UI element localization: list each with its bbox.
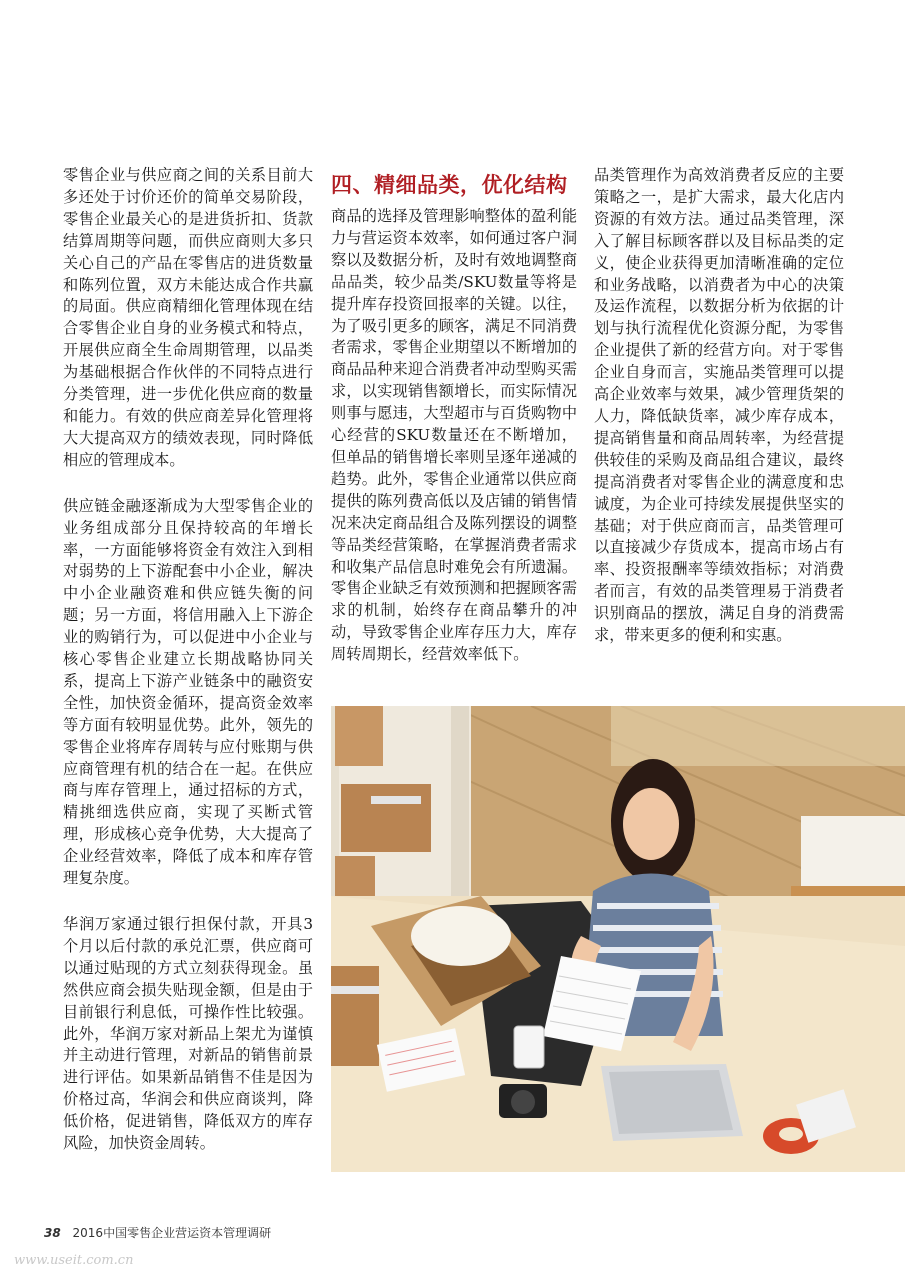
- column-right: [594, 165, 844, 671]
- page-footer: [44, 1224, 271, 1241]
- column-middle: [331, 165, 577, 690]
- watermark: www.useit.com.cn: [14, 1253, 134, 1268]
- office-photo: [331, 706, 905, 1172]
- paragraph: 商品的选择及管理影响整体的盈利能力与营运资本效率，如何通过客户洞察以及数据分析，及时有效地调整商品品类，较少品类/SKU数量等将是提升库存投资回报率的关键。以往，为了吸引更多的顾客，满足不同消费者需求，零售企业期望以不断增加的商品品种来迎合消费者冲动型购买需求，以实现销售额增长，而实际情况则事与愿违，大型超市与百货购物中心经营的SKU数量还在不断增加，但单品的销售增长率则呈逐年递减的趋势。此外，零售企业通常以供应商提供的陈列费高低以及店铺的销售情况来决定商品组合及陈列摆设的调整等品类经营策略，在掌握消费者需求和收集产品信息时难免会有所遗漏。零售企业缺乏有效预测和把握顾客需求的机制，始终存在商品攀升的冲动，导致零售企业库存压力大，库存周转周期长，经营效率低下。: [331, 207, 577, 664]
- section-heading: 四、精细品类，优化结构: [331, 173, 568, 197]
- column-left: [63, 165, 313, 1179]
- publication-title: 2016中国零售企业营运资本管理调研: [72, 1226, 272, 1240]
- page-number: 38: [44, 1226, 61, 1240]
- paragraph: 华润万家通过银行担保付款，开具3个月以后付款的承兑汇票，供应商可以通过贴现的方式立刻获得现金。虽然供应商会损失贴现金额，但是由于目前银行利息低，可操作性比较强。此外，华润万家对新品上架尤为谨慎并主动进行管理，对新品的销售前景进行评估。如果新品销售不佳是因为价格过高，华润会和供应商谈判，降低价格，促进销售，降低双方的库存风险，加快资金周转。: [63, 915, 313, 1153]
- paragraph: 零售企业与供应商之间的关系目前大多还处于讨价还价的简单交易阶段，零售企业最关心的是进货折扣、货款结算周期等问题，而供应商则大多只关心自己的产品在零售店的进货数量和陈列位置，双方未能达成合作共赢的局面。供应商精细化管理体现在结合零售企业自身的业务模式和特点，开展供应商全生命周期管理，以品类为基础根据合作伙伴的不同特点进行分类管理，进一步优化供应商的数量和能力。有效的供应商差异化管理将大大提高双方的绩效表现，同时降低相应的管理成本。: [63, 166, 313, 469]
- paragraph: 品类管理作为高效消费者反应的主要策略之一，是扩大需求，最大化店内资源的有效方法。通过品类管理，深入了解目标顾客群以及目标品类的定义，使企业获得更加清晰准确的定位和业务战略，以消费者为中心的决策及运作流程，以数据分析为依据的计划与执行流程优化资源分配，为零售企业提供了新的经营方向。对于零售企业自身而言，实施品类管理可以提高企业效率与效果，减少管理货架的人力，降低缺货率，减少库存成本，提高销售量和商品周转率，为经营提供较佳的采购及商品组合建议，最终提高消费者对零售企业的满意度和忠诚度，为企业可持续发展提供坚实的基础；对于供应商而言，品类管理可以直接减少存货成本，提高市场占有率、投资报酬率等绩效指标；对消费者而言，有效的品类管理易于消费者识别商品的摆放，满足自身的消费需求，带来更多的便利和实惠。: [594, 166, 844, 645]
- paragraph: 供应链金融逐渐成为大型零售企业的业务组成部分且保持较高的年增长率，一方面能够将资金有效注入到相对弱势的上下游配套中小企业，解决中小企业融资难和供应链失衡的问题；另一方面，将信用融入上下游企业的购销行为，可以促进中小企业与核心零售企业建立长期战略协同关系，提高上下游产业链条中的融资安全性，加快资金循环，提高资金效率等方面有较明显优势。此外，领先的零售企业将库存周转与应付账期与供应商管理有机的结合在一起。在供应商与库存管理上，通过招标的方式，精挑细选供应商，实现了买断式管理，形成核心竞争优势，大大提高了企业经营效率，降低了成本和库存管理复杂度。: [63, 496, 313, 888]
